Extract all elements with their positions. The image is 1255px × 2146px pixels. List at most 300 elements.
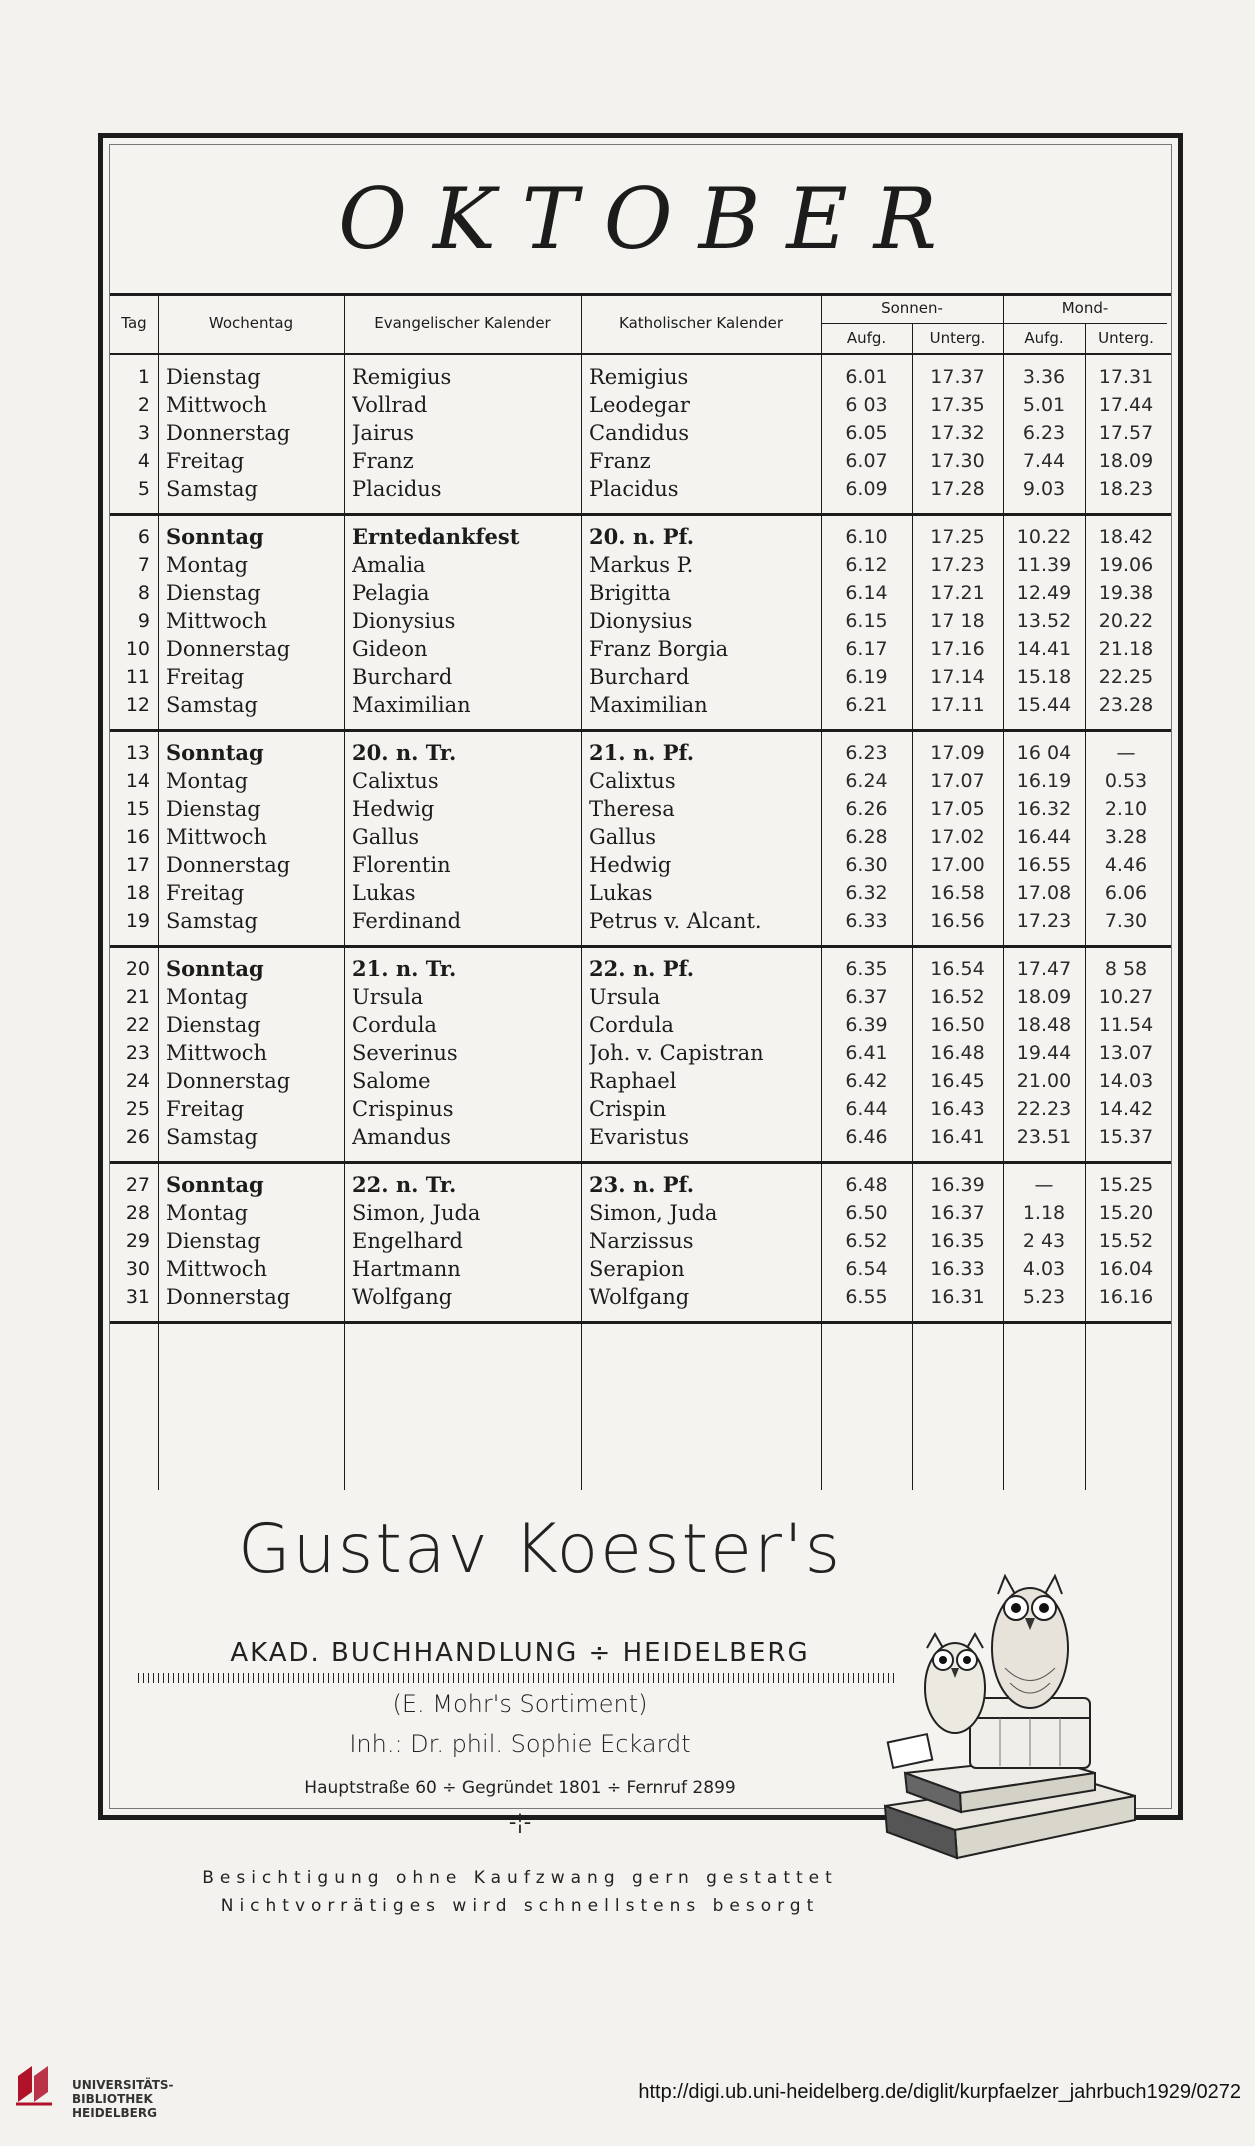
- cell-m-auf: 3.36: [1022, 366, 1066, 388]
- cell-s-unt: 16.58: [930, 882, 985, 904]
- cell-kath: Leodegar: [589, 393, 690, 417]
- cell-s-auf: 6.17: [845, 638, 888, 660]
- cell-s-auf: 6.39: [845, 1014, 888, 1036]
- header-mond-unterg: Unterg.: [1098, 329, 1154, 347]
- week-block: [110, 353, 1171, 516]
- cell-s-auf: 6.19: [845, 666, 888, 688]
- institution-line: HEIDELBERG: [72, 2106, 157, 2120]
- cell-ev: Wolfgang: [352, 1285, 453, 1309]
- cell-ev: Franz: [352, 449, 414, 473]
- cell-tag: 2: [137, 394, 150, 416]
- cell-wochentag: Dienstag: [166, 581, 261, 605]
- cell-tag: 8: [137, 582, 150, 604]
- cell-kath: Brigitta: [589, 581, 671, 605]
- cell-s-auf: 6.07: [845, 450, 888, 472]
- cell-s-auf: 6.14: [845, 582, 888, 604]
- header-tag: Tag: [121, 314, 147, 332]
- cell-tag: 7: [137, 554, 150, 576]
- cell-ev: Maximilian: [352, 693, 471, 717]
- week-block: [110, 1161, 1171, 1324]
- cell-kath: 22. n. Pf.: [589, 956, 695, 981]
- cell-tag: 1: [137, 366, 150, 388]
- cell-s-unt: 16.41: [930, 1126, 985, 1148]
- cell-wochentag: Dienstag: [166, 1013, 261, 1037]
- col-divider: [581, 293, 582, 1490]
- cell-m-unt: —: [1116, 742, 1136, 764]
- cell-kath: Joh. v. Capistran: [589, 1041, 764, 1065]
- cell-m-unt: 14.03: [1098, 1070, 1154, 1092]
- cell-m-unt: 13.07: [1098, 1042, 1154, 1064]
- cell-m-auf: 11.39: [1016, 554, 1072, 576]
- cell-s-auf: 6.35: [845, 958, 888, 980]
- cell-s-unt: 16.56: [930, 910, 985, 932]
- cell-kath: Dionysius: [589, 609, 693, 633]
- table-row: [110, 795, 1171, 823]
- cell-s-unt: 17.07: [930, 770, 985, 792]
- cell-m-unt: 22.25: [1098, 666, 1154, 688]
- cell-m-unt: 3.28: [1104, 826, 1148, 848]
- advertisement: [110, 1490, 1171, 1916]
- header-subdivider: [821, 323, 1167, 324]
- university-library-logo: [12, 2062, 58, 2108]
- ad-note-browsing: Besichtigung ohne Kaufzwang gern gestattet: [202, 1868, 838, 1888]
- cell-s-auf: 6.26: [845, 798, 888, 820]
- cell-m-auf: 12.49: [1016, 582, 1072, 604]
- ad-bookshop-name: Gustav Koester's: [237, 1510, 843, 1589]
- cell-s-auf: 6.05: [845, 422, 888, 444]
- cell-wochentag: Mittwoch: [166, 825, 268, 849]
- cell-m-auf: —: [1034, 1174, 1054, 1196]
- cell-m-unt: 0.53: [1104, 770, 1148, 792]
- cell-ev: Hartmann: [352, 1257, 461, 1281]
- table-row: [110, 607, 1171, 635]
- cell-m-auf: 9.03: [1022, 478, 1066, 500]
- table-row: [110, 691, 1171, 719]
- cell-s-auf: 6.52: [845, 1230, 888, 1252]
- cell-m-unt: 15.20: [1098, 1202, 1154, 1224]
- calendar-page-frame: [98, 133, 1183, 1916]
- cell-s-auf: 6.01: [845, 366, 888, 388]
- cell-ev: Placidus: [352, 477, 442, 501]
- table-row: [110, 635, 1171, 663]
- col-divider: [1003, 293, 1004, 1490]
- cell-kath: Franz: [589, 449, 651, 473]
- cell-wochentag: Samstag: [166, 477, 258, 501]
- cell-s-unt: 17.21: [930, 582, 985, 604]
- cell-kath: Burchard: [589, 665, 690, 689]
- table-row: [110, 579, 1171, 607]
- cell-ev: Lukas: [352, 881, 416, 905]
- cell-s-unt: 17.37: [930, 366, 985, 388]
- cell-wochentag: Montag: [166, 1201, 249, 1225]
- cell-s-unt: 16.33: [930, 1258, 985, 1280]
- cell-m-unt: 16.04: [1098, 1258, 1154, 1280]
- table-row: [110, 1283, 1171, 1311]
- cell-m-auf: 1.18: [1022, 1202, 1066, 1224]
- cell-m-auf: 15.18: [1016, 666, 1072, 688]
- cell-s-unt: 17.05: [930, 798, 985, 820]
- cell-tag: 31: [125, 1286, 150, 1308]
- cell-tag: 25: [125, 1098, 150, 1120]
- cell-m-unt: 18.09: [1098, 450, 1154, 472]
- cell-kath: Markus P.: [589, 553, 694, 577]
- ad-rule-divider: [138, 1673, 898, 1683]
- cell-s-auf: 6.42: [845, 1070, 888, 1092]
- cell-tag: 26: [125, 1126, 150, 1148]
- ad-company: AKAD. BUCHHANDLUNG ÷ HEIDELBERG: [230, 1638, 810, 1668]
- cell-kath: 21. n. Pf.: [589, 740, 695, 765]
- cell-ev: Amandus: [352, 1125, 451, 1149]
- frame-inner-border: [109, 144, 1172, 1916]
- cell-m-unt: 6.06: [1104, 882, 1148, 904]
- cell-wochentag: Donnerstag: [166, 421, 291, 445]
- cell-m-auf: 16 04: [1016, 742, 1072, 764]
- cell-m-auf: 4.03: [1022, 1258, 1066, 1280]
- cell-m-auf: 16.32: [1016, 798, 1072, 820]
- cell-tag: 15: [125, 798, 150, 820]
- table-row: [110, 447, 1171, 475]
- cell-m-unt: 2.10: [1104, 798, 1148, 820]
- cell-m-auf: 18.09: [1016, 986, 1072, 1008]
- cell-s-auf: 6.09: [845, 478, 888, 500]
- cell-kath: Franz Borgia: [589, 637, 729, 661]
- cell-wochentag: Montag: [166, 553, 249, 577]
- cell-kath: 23. n. Pf.: [589, 1172, 695, 1197]
- cell-tag: 18: [125, 882, 150, 904]
- cell-m-unt: 17.57: [1098, 422, 1154, 444]
- cell-tag: 3: [137, 422, 150, 444]
- week-block: [110, 513, 1171, 732]
- cell-m-auf: 16.55: [1016, 854, 1072, 876]
- cell-ev: Vollrad: [352, 393, 428, 417]
- cell-s-auf: 6.48: [845, 1174, 888, 1196]
- cell-ev: Florentin: [352, 853, 451, 877]
- title-box: [110, 145, 1171, 296]
- table-row: [110, 955, 1171, 983]
- cell-ev: Remigius: [352, 365, 452, 389]
- cell-s-unt: 16.48: [930, 1042, 985, 1064]
- table-row: [110, 907, 1171, 935]
- cell-s-auf: 6.55: [845, 1286, 888, 1308]
- cell-kath: Crispin: [589, 1097, 667, 1121]
- cell-wochentag: Freitag: [166, 1097, 245, 1121]
- cell-wochentag: Mittwoch: [166, 393, 268, 417]
- col-divider: [158, 293, 159, 1490]
- table-row: [110, 1095, 1171, 1123]
- header-sonnen: Sonnen-: [881, 299, 943, 317]
- cell-ev: Engelhard: [352, 1229, 463, 1253]
- cell-wochentag: Dienstag: [166, 797, 261, 821]
- cell-tag: 16: [125, 826, 150, 848]
- cell-s-auf: 6.21: [845, 694, 888, 716]
- cell-m-auf: 7.44: [1022, 450, 1066, 472]
- cell-wochentag: Donnerstag: [166, 637, 291, 661]
- cell-tag: 14: [125, 770, 150, 792]
- col-divider: [821, 293, 822, 1490]
- cell-m-auf: 16.44: [1016, 826, 1072, 848]
- cell-wochentag: Sonntag: [166, 956, 264, 981]
- cell-wochentag: Donnerstag: [166, 853, 291, 877]
- cell-m-unt: 15.37: [1098, 1126, 1154, 1148]
- cell-m-unt: 11.54: [1098, 1014, 1154, 1036]
- cell-wochentag: Samstag: [166, 909, 258, 933]
- table-row: [110, 1171, 1171, 1199]
- cell-m-auf: 17.47: [1016, 958, 1072, 980]
- cell-kath: Evaristus: [589, 1125, 689, 1149]
- cell-wochentag: Montag: [166, 985, 249, 1009]
- table-row: [110, 363, 1171, 391]
- cell-kath: Cordula: [589, 1013, 674, 1037]
- cell-ev: Ferdinand: [352, 909, 462, 933]
- cell-kath: Hedwig: [589, 853, 672, 877]
- cell-s-unt: 17.14: [930, 666, 985, 688]
- cell-tag: 11: [125, 666, 150, 688]
- cell-ev: Dionysius: [352, 609, 456, 633]
- cell-kath: Narzissus: [589, 1229, 694, 1253]
- ad-note-ordering: Nichtvorrätiges wird schnellstens besorgt: [220, 1896, 820, 1916]
- cell-kath: Wolfgang: [589, 1285, 690, 1309]
- cell-s-unt: 16.52: [930, 986, 985, 1008]
- cell-tag: 30: [125, 1258, 150, 1280]
- cell-ev: 20. n. Tr.: [352, 740, 457, 765]
- table-row: [110, 663, 1171, 691]
- cell-m-unt: 18.42: [1098, 526, 1154, 548]
- table-row: [110, 1227, 1171, 1255]
- cell-m-auf: 5.23: [1022, 1286, 1066, 1308]
- header-mond-aufg: Aufg.: [1024, 329, 1064, 347]
- cell-tag: 19: [125, 910, 150, 932]
- cell-m-unt: 16.16: [1098, 1286, 1154, 1308]
- cell-ev: Calixtus: [352, 769, 439, 793]
- table-row: [110, 419, 1171, 447]
- cell-m-auf: 21.00: [1016, 1070, 1072, 1092]
- cell-ev: Salome: [352, 1069, 431, 1093]
- cell-wochentag: Samstag: [166, 693, 258, 717]
- cell-m-unt: 18.23: [1098, 478, 1154, 500]
- cell-tag: 27: [125, 1174, 150, 1196]
- table-row: [110, 823, 1171, 851]
- cell-s-auf: 6.44: [845, 1098, 888, 1120]
- table-row: [110, 475, 1171, 503]
- cell-s-unt: 17.30: [930, 450, 985, 472]
- cell-ev: 21. n. Tr.: [352, 956, 457, 981]
- cell-kath: Theresa: [589, 797, 675, 821]
- cell-m-unt: 21.18: [1098, 638, 1154, 660]
- cell-s-unt: 17.00: [930, 854, 985, 876]
- table-row: [110, 551, 1171, 579]
- cell-wochentag: Mittwoch: [166, 1041, 268, 1065]
- col-divider: [1085, 323, 1086, 1490]
- cell-tag: 29: [125, 1230, 150, 1252]
- table-row: [110, 1067, 1171, 1095]
- calendar-table: [110, 293, 1171, 1490]
- cell-m-unt: 8 58: [1104, 958, 1148, 980]
- table-row: [110, 739, 1171, 767]
- cell-wochentag: Mittwoch: [166, 609, 268, 633]
- table-row: [110, 391, 1171, 419]
- cell-s-unt: 16.31: [930, 1286, 985, 1308]
- cell-ev: Simon, Juda: [352, 1201, 481, 1225]
- cell-m-unt: 17.31: [1098, 366, 1154, 388]
- header-sonnen-unterg: Unterg.: [929, 329, 986, 347]
- week-block: [110, 945, 1171, 1164]
- table-row: [110, 1039, 1171, 1067]
- cell-s-unt: 16.43: [930, 1098, 985, 1120]
- cell-wochentag: Sonntag: [166, 740, 264, 765]
- cell-s-auf: 6.41: [845, 1042, 888, 1064]
- cell-ev: Jairus: [352, 421, 414, 445]
- owls-on-books-illustration: [865, 1568, 1155, 1868]
- cell-tag: 6: [137, 526, 150, 548]
- cell-m-auf: 23.51: [1016, 1126, 1072, 1148]
- cell-m-unt: 15.52: [1098, 1230, 1154, 1252]
- cell-wochentag: Mittwoch: [166, 1257, 268, 1281]
- cell-s-auf: 6.54: [845, 1258, 888, 1280]
- cell-m-auf: 22.23: [1016, 1098, 1072, 1120]
- cell-s-unt: 17.35: [930, 394, 985, 416]
- cell-m-auf: 16.19: [1016, 770, 1072, 792]
- cell-ev: Hedwig: [352, 797, 435, 821]
- cell-wochentag: Donnerstag: [166, 1069, 291, 1093]
- table-row: [110, 1199, 1171, 1227]
- cell-kath: Remigius: [589, 365, 689, 389]
- cell-s-unt: 16.50: [930, 1014, 985, 1036]
- cell-ev: Cordula: [352, 1013, 437, 1037]
- cell-wochentag: Sonntag: [166, 1172, 264, 1197]
- cell-m-auf: 2 43: [1022, 1230, 1066, 1252]
- header-evangelisch: Evangelischer Kalender: [374, 314, 551, 332]
- cell-ev: Severinus: [352, 1041, 458, 1065]
- col-divider: [344, 293, 345, 1490]
- cell-m-auf: 6.23: [1022, 422, 1066, 444]
- cell-s-auf: 6.30: [845, 854, 888, 876]
- cell-tag: 13: [125, 742, 150, 764]
- cell-kath: Petrus v. Alcant.: [589, 909, 762, 933]
- table-row: [110, 767, 1171, 795]
- cell-s-auf: 6.37: [845, 986, 888, 1008]
- cell-wochentag: Sonntag: [166, 524, 264, 549]
- cell-kath: Placidus: [589, 477, 679, 501]
- cell-kath: 20. n. Pf.: [589, 524, 695, 549]
- cell-tag: 9: [137, 610, 150, 632]
- cell-s-unt: 17.09: [930, 742, 985, 764]
- cell-tag: 24: [125, 1070, 150, 1092]
- ad-ornament: -¦-: [508, 1810, 532, 1835]
- cell-m-auf: 18.48: [1016, 1014, 1072, 1036]
- cell-s-unt: 16.39: [930, 1174, 985, 1196]
- cell-s-auf: 6 03: [845, 394, 888, 416]
- cell-tag: 10: [125, 638, 150, 660]
- cell-s-unt: 17.23: [930, 554, 985, 576]
- cell-ev: 22. n. Tr.: [352, 1172, 457, 1197]
- cell-ev: Burchard: [352, 665, 453, 689]
- cell-s-auf: 6.46: [845, 1126, 888, 1148]
- ad-sortiment: (E. Mohr's Sortiment): [392, 1690, 648, 1718]
- table-row: [110, 1255, 1171, 1283]
- cell-m-unt: 19.06: [1098, 554, 1154, 576]
- cell-m-unt: 7.30: [1104, 910, 1148, 932]
- table-header: [110, 293, 1171, 355]
- cell-kath: Calixtus: [589, 769, 676, 793]
- cell-ev: Gallus: [352, 825, 420, 849]
- cell-m-auf: 5.01: [1022, 394, 1066, 416]
- cell-kath: Raphael: [589, 1069, 677, 1093]
- cell-s-auf: 6.10: [845, 526, 888, 548]
- cell-ev: Pelagia: [352, 581, 430, 605]
- cell-tag: 22: [125, 1014, 150, 1036]
- source-url[interactable]: http://digi.ub.uni-heidelberg.de/diglit/kurpfaelzer_jahrbuch1929/0272: [638, 2081, 1241, 2103]
- cell-s-unt: 17.25: [930, 526, 985, 548]
- table-row: [110, 879, 1171, 907]
- cell-wochentag: Freitag: [166, 449, 245, 473]
- cell-tag: 4: [137, 450, 150, 472]
- cell-tag: 5: [137, 478, 150, 500]
- cell-m-auf: 17.23: [1016, 910, 1072, 932]
- header-sonnen-aufg: Aufg.: [846, 329, 887, 347]
- cell-s-auf: 6.50: [845, 1202, 888, 1224]
- cell-m-auf: 15.44: [1016, 694, 1072, 716]
- cell-s-unt: 17.02: [930, 826, 985, 848]
- table-row: [110, 1123, 1171, 1151]
- cell-wochentag: Dienstag: [166, 1229, 261, 1253]
- institution-name: [72, 2078, 174, 2120]
- header-wochentag: Wochentag: [208, 314, 294, 332]
- cell-s-unt: 17.28: [930, 478, 985, 500]
- cell-s-unt: 16.37: [930, 1202, 985, 1224]
- cell-kath: Gallus: [589, 825, 657, 849]
- cell-wochentag: Freitag: [166, 665, 245, 689]
- institution-line: UNIVERSITÄTS-: [72, 2078, 174, 2092]
- cell-m-auf: 13.52: [1016, 610, 1072, 632]
- cell-ev: Erntedankfest: [352, 524, 520, 549]
- cell-tag: 17: [125, 854, 150, 876]
- cell-ev: Amalia: [352, 553, 426, 577]
- cell-s-auf: 6.32: [845, 882, 888, 904]
- cell-s-unt: 16.35: [930, 1230, 985, 1252]
- cell-tag: 20: [125, 958, 150, 980]
- cell-s-unt: 17.32: [930, 422, 985, 444]
- cell-m-auf: 17.08: [1016, 882, 1072, 904]
- ad-owner: Inh.: Dr. phil. Sophie Eckardt: [349, 1730, 691, 1758]
- cell-m-unt: 17.44: [1098, 394, 1154, 416]
- table-row: [110, 851, 1171, 879]
- cell-wochentag: Montag: [166, 769, 249, 793]
- cell-tag: 28: [125, 1202, 150, 1224]
- cell-m-unt: 20.22: [1098, 610, 1154, 632]
- cell-s-auf: 6.33: [845, 910, 888, 932]
- cell-wochentag: Donnerstag: [166, 1285, 291, 1309]
- cell-s-auf: 6.23: [845, 742, 888, 764]
- header-katholisch: Katholischer Kalender: [619, 314, 783, 332]
- cell-ev: Ursula: [352, 985, 424, 1009]
- cell-s-auf: 6.28: [845, 826, 888, 848]
- cell-s-auf: 6.15: [845, 610, 888, 632]
- cell-ev: Gideon: [352, 637, 428, 661]
- cell-tag: 21: [125, 986, 150, 1008]
- header-mond: Mond-: [1061, 299, 1109, 317]
- table-row: [110, 983, 1171, 1011]
- cell-kath: Serapion: [589, 1257, 685, 1281]
- cell-kath: Lukas: [589, 881, 653, 905]
- cell-tag: 23: [125, 1042, 150, 1064]
- cell-kath: Candidus: [589, 421, 690, 445]
- cell-m-unt: 19.38: [1098, 582, 1154, 604]
- cell-s-unt: 17.16: [930, 638, 985, 660]
- month-title: OKTOBER: [338, 170, 963, 268]
- table-row: [110, 1011, 1171, 1039]
- table-row: [110, 523, 1171, 551]
- cell-s-unt: 16.54: [930, 958, 985, 980]
